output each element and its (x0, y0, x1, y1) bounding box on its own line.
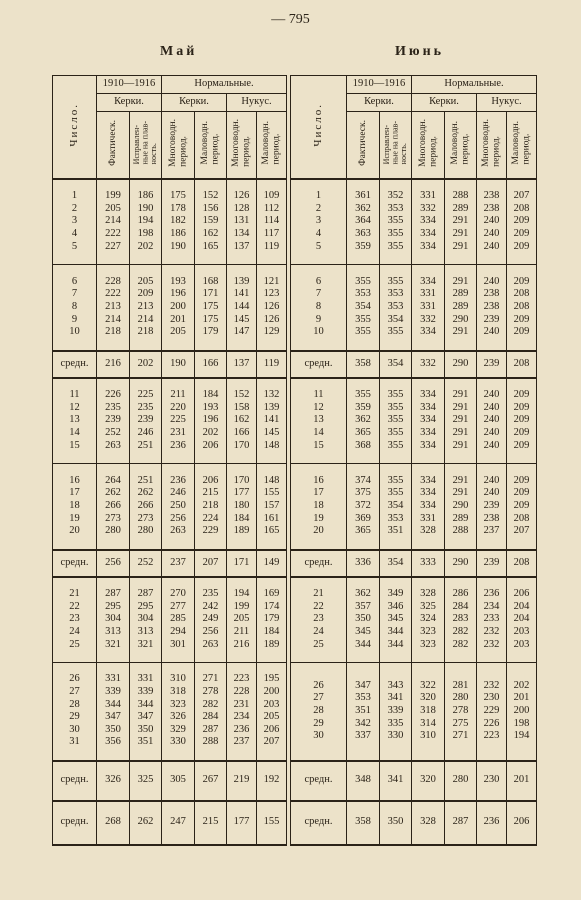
value-cell: 328 325 324 323 323 (412, 577, 445, 663)
value-cell: 228 222 213 214 218 (97, 265, 130, 351)
table-row (291, 663, 537, 761)
table-row (291, 577, 537, 663)
value-cell: 270 277 285 294 301 (162, 577, 195, 663)
average-value: 137 (227, 351, 257, 378)
average-label: средн. (53, 550, 97, 577)
value-cell: 195 200 203 205 206 207 (257, 663, 287, 761)
day-numbers: 6 7 8 9 10 (53, 265, 97, 351)
average-value: 341 (380, 761, 412, 801)
average-value: 354 (380, 351, 412, 378)
average-value: 177 (227, 801, 257, 845)
average-row (53, 761, 287, 801)
average-label: средн. (291, 801, 347, 845)
period-header: 1910—1916 (97, 76, 162, 94)
value-cell: 281 280 278 275 271 (445, 663, 477, 761)
average-value: 190 (162, 351, 195, 378)
table-row (291, 265, 537, 351)
value-cell: 355 359 362 365 368 (347, 378, 380, 464)
value-cell: 175 178 182 186 190 (162, 179, 195, 265)
value-cell: 355 355 355 355 355 (380, 378, 412, 464)
value-cell: 236 234 233 232 232 (477, 577, 507, 663)
value-cell: 152 156 159 162 165 (195, 179, 227, 265)
day-numbers: 1 2 3 4 5 (53, 179, 97, 265)
may-flow-table (52, 75, 287, 846)
actual-column-header: Фактическ. (97, 112, 130, 179)
average-value: 336 (347, 550, 380, 577)
table-row (53, 378, 287, 464)
average-value: 320 (412, 761, 445, 801)
value-cell: 287 295 304 313 321 (130, 577, 162, 663)
table-row (53, 464, 287, 550)
value-cell: 355 353 353 354 355 (380, 265, 412, 351)
average-value: 267 (195, 761, 227, 801)
value-cell: 225 235 239 246 251 (130, 378, 162, 464)
average-value: 247 (162, 801, 195, 845)
kerki-normal-header: Керки. (412, 94, 477, 112)
average-value: 219 (227, 761, 257, 801)
table-row (291, 378, 537, 464)
average-row (291, 761, 537, 801)
nukus-high-water-header: Многоводн. период. (227, 112, 257, 179)
average-value: 348 (347, 761, 380, 801)
average-value: 237 (162, 550, 195, 577)
average-value: 215 (195, 801, 227, 845)
average-value: 166 (195, 351, 227, 378)
day-column-header: Число. (53, 76, 97, 179)
value-cell: 226 235 239 252 263 (97, 378, 130, 464)
value-cell: 288 289 291 291 291 (445, 179, 477, 265)
day-numbers: 1 2 3 4 5 (291, 179, 347, 265)
value-cell: 184 193 196 202 206 (195, 378, 227, 464)
value-cell: 240 240 239 238 237 (477, 464, 507, 550)
value-cell: 121 123 126 126 129 (257, 265, 287, 351)
average-row (291, 351, 537, 378)
actual-column-header: Фактическ. (347, 112, 380, 179)
nukus-high-water-header: Многоводн. период. (477, 112, 507, 179)
value-cell: 209 209 209 208 207 (507, 464, 537, 550)
average-value: 239 (477, 550, 507, 577)
average-value: 155 (257, 801, 287, 845)
day-column-header: Число. (291, 76, 347, 179)
average-value: 262 (130, 801, 162, 845)
table-row (53, 265, 287, 351)
average-value: 290 (445, 550, 477, 577)
value-cell: 186 190 194 198 202 (130, 179, 162, 265)
value-cell: 152 158 162 166 170 (227, 378, 257, 464)
table-row (53, 179, 287, 265)
table-row (53, 663, 287, 761)
value-cell: 355 353 354 355 355 (347, 265, 380, 351)
nukus-header: Нукус. (477, 94, 537, 112)
value-cell: 148 155 157 161 165 (257, 464, 287, 550)
kerki-high-water-header: Многоводн. период. (162, 112, 195, 179)
average-value: 328 (412, 801, 445, 845)
value-cell: 223 228 231 234 236 237 (227, 663, 257, 761)
june-flow-table (290, 75, 537, 846)
kerki-normal-header: Керки. (162, 94, 227, 112)
value-cell: 109 112 114 117 119 (257, 179, 287, 265)
average-row (291, 550, 537, 577)
value-cell: 334 334 334 334 334 (412, 378, 445, 464)
corrected-column-header: Исправлен- ные на плав- ность. (380, 112, 412, 179)
value-cell: 236 246 250 256 263 (162, 464, 195, 550)
value-cell: 287 295 304 313 321 (97, 577, 130, 663)
average-value: 216 (97, 351, 130, 378)
value-cell: 126 128 131 134 137 (227, 179, 257, 265)
day-numbers: 26 27 28 29 30 (291, 663, 347, 761)
value-cell: 361 362 364 363 359 (347, 179, 380, 265)
average-row (53, 351, 287, 378)
value-cell: 194 199 205 211 216 (227, 577, 257, 663)
table-row (291, 464, 537, 550)
value-cell: 193 196 200 201 205 (162, 265, 195, 351)
value-cell: 352 353 355 355 355 (380, 179, 412, 265)
average-label: средн. (291, 761, 347, 801)
average-value: 332 (412, 351, 445, 378)
value-cell: 240 238 238 239 240 (477, 265, 507, 351)
average-value: 287 (445, 801, 477, 845)
kerki-low-water-header: Маловодн. период. (195, 112, 227, 179)
day-numbers: 16 17 18 19 20 (291, 464, 347, 550)
value-cell: 202 201 200 198 194 (507, 663, 537, 761)
value-cell: 331 339 344 347 350 351 (130, 663, 162, 761)
day-numbers: 26 27 28 29 30 31 (53, 663, 97, 761)
value-cell: 206 204 204 203 203 (507, 577, 537, 663)
value-cell: 291 289 289 290 291 (445, 265, 477, 351)
value-cell: 168 171 175 175 179 (195, 265, 227, 351)
average-value: 149 (257, 550, 287, 577)
average-value: 350 (380, 801, 412, 845)
average-label: средн. (53, 801, 97, 845)
value-cell: 291 291 290 289 288 (445, 464, 477, 550)
value-cell: 235 242 249 256 263 (195, 577, 227, 663)
average-label: средн. (291, 550, 347, 577)
average-value: 207 (195, 550, 227, 577)
value-cell: 264 262 266 273 280 (97, 464, 130, 550)
average-value: 201 (507, 761, 537, 801)
value-cell: 132 139 141 145 148 (257, 378, 287, 464)
value-cell: 310 318 323 326 329 330 (162, 663, 195, 761)
value-cell: 211 220 225 231 236 (162, 378, 195, 464)
nukus-low-water-header: Маловодн. период. (507, 112, 537, 179)
average-value: 333 (412, 550, 445, 577)
value-cell: 362 357 350 345 344 (347, 577, 380, 663)
value-cell: 251 262 266 273 280 (130, 464, 162, 550)
value-cell: 322 320 318 314 310 (412, 663, 445, 761)
value-cell: 271 278 282 284 287 288 (195, 663, 227, 761)
day-numbers: 11 12 13 14 15 (53, 378, 97, 464)
value-cell: 331 339 344 347 350 356 (97, 663, 130, 761)
average-value: 208 (507, 550, 537, 577)
month-title-june: Июнь (395, 44, 445, 59)
average-row (53, 801, 287, 845)
value-cell: 206 215 218 224 229 (195, 464, 227, 550)
value-cell: 349 346 345 344 344 (380, 577, 412, 663)
average-value: 354 (380, 550, 412, 577)
value-cell: 286 284 283 282 282 (445, 577, 477, 663)
average-value: 280 (445, 761, 477, 801)
average-label: средн. (291, 351, 347, 378)
average-value: 326 (97, 761, 130, 801)
value-cell: 209 209 209 209 209 (507, 378, 537, 464)
average-value: 305 (162, 761, 195, 801)
value-cell: 334 334 334 331 328 (412, 464, 445, 550)
corrected-column-header: Исправлен- ные на плав- ность. (130, 112, 162, 179)
kerki-header: Керки. (97, 94, 162, 112)
value-cell: 238 238 240 240 240 (477, 179, 507, 265)
average-value: 239 (477, 351, 507, 378)
average-row (53, 550, 287, 577)
kerki-low-water-header: Маловодн. период. (445, 112, 477, 179)
average-label: средн. (53, 761, 97, 801)
kerki-high-water-header: Многоводн. период. (412, 112, 445, 179)
kerki-header: Керки. (347, 94, 412, 112)
average-value: 171 (227, 550, 257, 577)
average-value: 206 (507, 801, 537, 845)
value-cell: 199 205 214 222 227 (97, 179, 130, 265)
value-cell: 374 375 372 369 365 (347, 464, 380, 550)
value-cell: 331 332 334 334 334 (412, 179, 445, 265)
nukus-header: Нукус. (227, 94, 287, 112)
average-value: 202 (130, 351, 162, 378)
value-cell: 347 353 351 342 337 (347, 663, 380, 761)
day-numbers: 6 7 8 9 10 (291, 265, 347, 351)
value-cell: 207 208 209 209 209 (507, 179, 537, 265)
average-value: 236 (477, 801, 507, 845)
value-cell: 205 209 213 214 218 (130, 265, 162, 351)
value-cell: 169 174 179 184 189 (257, 577, 287, 663)
average-value: 252 (130, 550, 162, 577)
day-numbers: 11 12 13 14 15 (291, 378, 347, 464)
day-numbers: 21 22 23 24 25 (291, 577, 347, 663)
value-cell: 240 240 240 240 240 (477, 378, 507, 464)
average-value: 325 (130, 761, 162, 801)
average-value: 208 (507, 351, 537, 378)
average-value: 119 (257, 351, 287, 378)
value-cell: 355 355 354 353 351 (380, 464, 412, 550)
value-cell: 343 341 339 335 330 (380, 663, 412, 761)
average-value: 192 (257, 761, 287, 801)
average-value: 230 (477, 761, 507, 801)
day-numbers: 21 22 23 24 25 (53, 577, 97, 663)
table-row (291, 179, 537, 265)
month-title-may: Май (160, 44, 198, 59)
day-numbers: 16 17 18 19 20 (53, 464, 97, 550)
value-cell: 170 177 180 184 189 (227, 464, 257, 550)
table-row (53, 577, 287, 663)
value-cell: 291 291 291 291 291 (445, 378, 477, 464)
value-cell: 334 331 331 332 334 (412, 265, 445, 351)
value-cell: 209 208 208 209 209 (507, 265, 537, 351)
average-label: средн. (53, 351, 97, 378)
normal-header: Нормальные. (162, 76, 287, 94)
period-header: 1910—1916 (347, 76, 412, 94)
average-value: 268 (97, 801, 130, 845)
average-row (291, 801, 537, 845)
average-value: 358 (347, 351, 380, 378)
average-value: 358 (347, 801, 380, 845)
average-value: 290 (445, 351, 477, 378)
average-value: 256 (97, 550, 130, 577)
normal-header: Нормальные. (412, 76, 537, 94)
page-number: — 795 (271, 12, 310, 27)
value-cell: 232 230 229 226 223 (477, 663, 507, 761)
value-cell: 139 141 144 145 147 (227, 265, 257, 351)
nukus-low-water-header: Маловодн. период. (257, 112, 287, 179)
